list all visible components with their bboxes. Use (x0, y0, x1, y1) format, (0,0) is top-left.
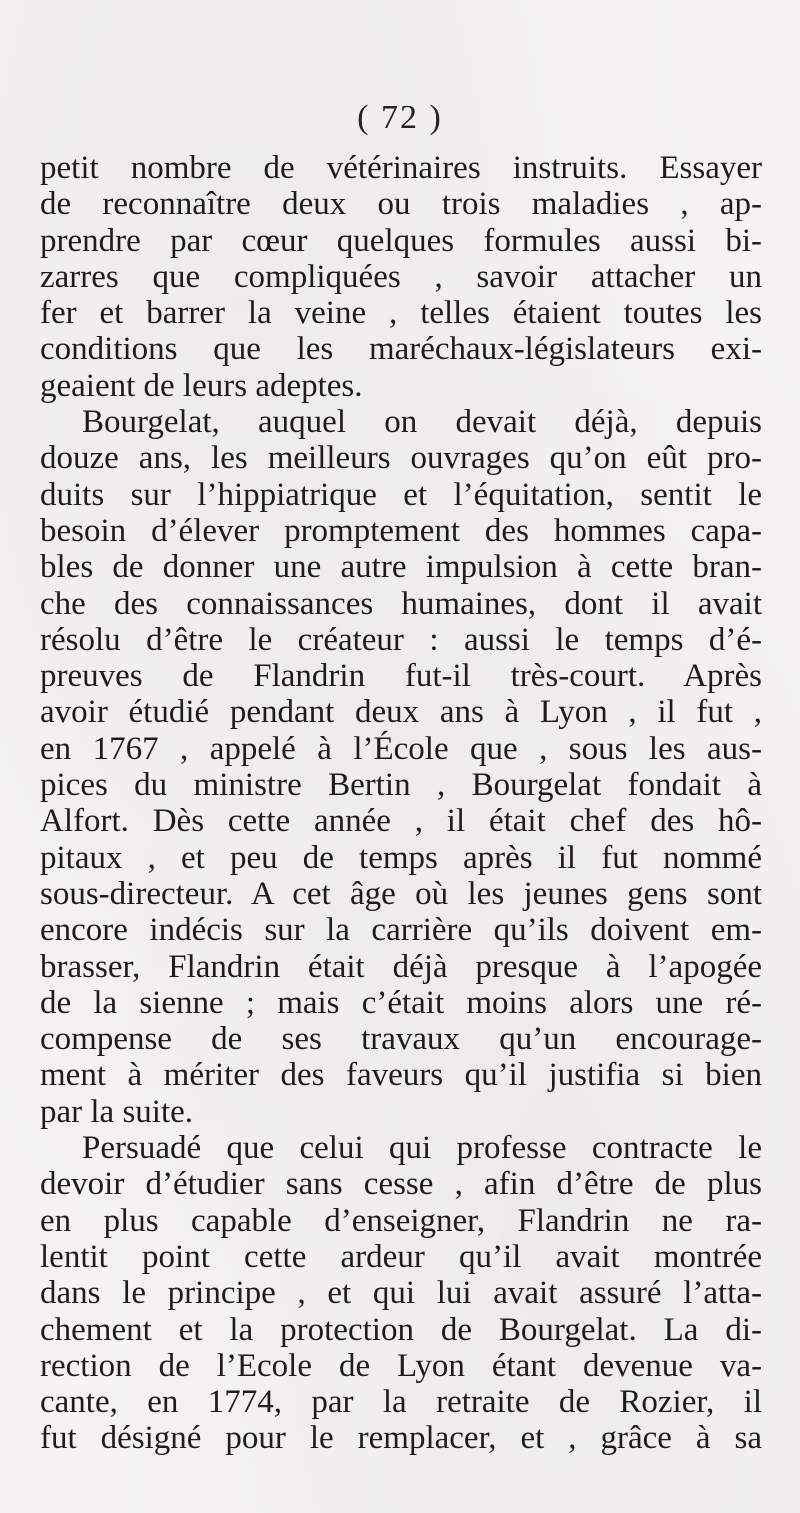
text-line: conditions que les maréchaux-législateurs exi- (40, 331, 762, 368)
text-line: encore indécis sur la carrière qu’ils doivent em- (40, 912, 762, 949)
text-line: par la suite. (40, 1093, 194, 1130)
text-line: preuves de Flandrin fut-il très-court. Après (40, 658, 762, 695)
text-line: devoir d’étudier sans cesse , afin d’être de plus (40, 1166, 762, 1203)
text-line: Persuadé que celui qui professe contracte le (82, 1130, 762, 1167)
text-line: pices du ministre Bertin , Bourgelat fondait à (40, 767, 762, 804)
text-line: sous-directeur. A cet âge où les jeunes gens sont (40, 875, 762, 912)
text-line: brasser, Flandrin était déjà presque à l’apogée (40, 948, 762, 985)
text-line: lentit point cette ardeur qu’il avait montrée (40, 1238, 762, 1275)
text-line: cante, en 1774, par la retraite de Rozier, il (40, 1384, 762, 1421)
page-number: ( 72 ) (357, 99, 443, 136)
text-line: rection de l’Ecole de Lyon étant devenue va- (40, 1347, 762, 1384)
text-line: en 1767 , appelé à l’École que , sous les aus- (40, 730, 762, 767)
text-line: douze ans, les meilleurs ouvrages qu’on eût pro- (40, 440, 762, 477)
text-line: compense de ses travaux qu’un encourage- (40, 1021, 762, 1058)
text-line: prendre par cœur quelques formules aussi bi- (40, 222, 762, 259)
text-line: duits sur l’hippiatrique et l’équitation, sentit le (40, 476, 762, 513)
text-line: de la sienne ; mais c’était moins alors une ré- (40, 984, 762, 1021)
text-line: geaient de leurs adeptes. (40, 367, 363, 404)
text-line: dans le principe , et qui lui avait assuré l’atta- (40, 1275, 762, 1312)
text-line: en plus capable d’enseigner, Flandrin ne ra- (40, 1202, 762, 1239)
text-line: zarres que compliquées , savoir attacher un (40, 258, 762, 295)
text-line: che des connaissances humaines, dont il avait (40, 585, 762, 622)
text-line: petit nombre de vétérinaires instruits. Essayer (40, 150, 762, 186)
text-line: fut désigné pour le remplacer, et , grâce à sa (40, 1420, 762, 1457)
text-line: de reconnaître deux ou trois maladies , ap- (40, 186, 762, 223)
body-text (40, 150, 762, 1457)
text-line: avoir étudié pendant deux ans à Lyon , il fut , (40, 694, 762, 731)
text-line: ment à mériter des faveurs qu’il justifia si bien (40, 1057, 762, 1094)
text-line: Alfort. Dès cette année , il était chef des hô- (40, 803, 762, 840)
text-line: Bourgelat, auquel on devait déjà, depuis (82, 404, 762, 441)
text-line: pitaux , et peu de temps après il fut nommé (40, 839, 762, 876)
text-line: résolu d’être le créateur : aussi le temps d’é- (40, 621, 762, 658)
text-line: bles de donner une autre impulsion à cette bran- (40, 549, 762, 586)
text-line: chement et la protection de Bourgelat. La di- (40, 1311, 762, 1348)
text-line: besoin d’élever promptement des hommes capa- (40, 512, 762, 549)
text-line: fer et barrer la veine , telles étaient toutes les (40, 295, 762, 332)
